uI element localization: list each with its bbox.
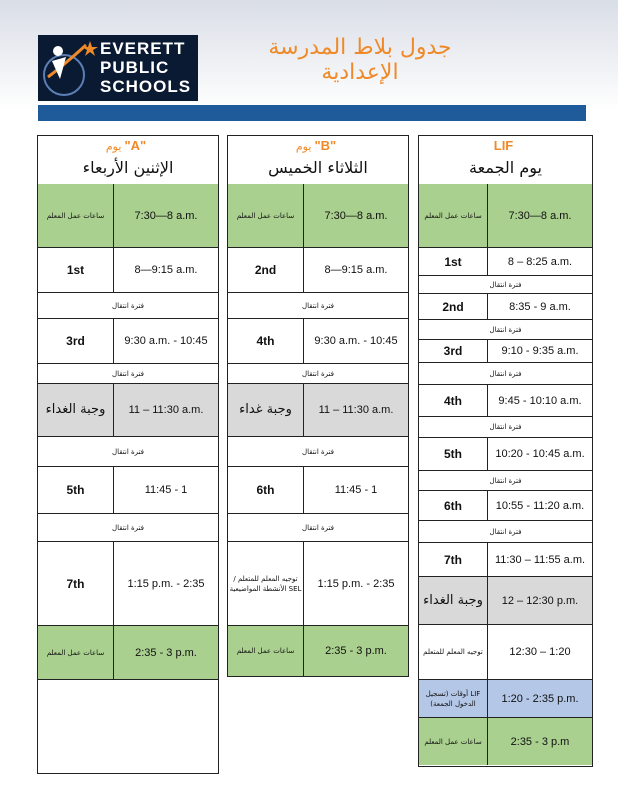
schedule-lif-table [418,135,593,767]
schedule-b-row-office-pm [228,626,408,676]
row-time: 2:35 - 3 p.m. [135,646,197,659]
row-time: 9:30 a.m. - 10:45 [314,335,398,347]
passing-period: فترة انتقال [228,293,408,319]
row-time: 7:30—8 a.m. [134,209,198,222]
row-label: 1st [38,248,114,292]
passing-period: فترة انتقال [419,276,592,294]
row-label: 2nd [228,248,304,292]
logo-line-3: SCHOOLS [100,77,192,96]
row-time: 8:35 - 9 a.m. [509,300,571,313]
row-time: 10:55 - 11:20 a.m. [495,499,585,512]
schedule-lif-row-6th [419,491,592,521]
row-label: 7th [419,543,488,576]
schedule-lif-row-7th [419,543,592,577]
schedule-b-row-4th [228,319,408,364]
schedule-lif-day-label [419,138,592,153]
row-label: توجيه المعلم للمتعلم [419,625,488,679]
schedule-b-row-advisory [228,542,408,626]
schedule-a-days: الإثنين الأربعاء [82,158,174,177]
row-label: ساعات عمل المعلم [419,184,488,247]
schedule-b-row-lunch [228,384,408,437]
row-label: ساعات عمل المعلم [38,184,114,247]
schedule-b-row-6th [228,467,408,514]
schedule-lif-row-5th [419,438,592,471]
row-label: 5th [419,438,488,470]
row-time: 8—9:15 a.m. [134,264,198,276]
schedule-a-row-office-am [38,184,218,248]
row-label: 2nd [419,294,488,319]
row-label: 3rd [419,340,488,362]
schedule-a-row-office-pm [38,626,218,680]
schedule-b-header [228,136,408,185]
row-time: 1:20 - 2:35 p.m. [501,692,579,705]
row-time: 1:15 p.m. - 2:35 [317,577,395,590]
row-time: 12 – 12:30 p.m. [501,594,579,607]
row-label: وجبة الغداء [419,577,488,624]
row-label: ساعات عمل المعلم [228,184,304,247]
logo-line-1: EVERETT [100,39,186,58]
schedule-b-row-2nd [228,248,408,293]
row-time: 11 – 11:30 a.m. [318,404,394,416]
school-logo [38,35,198,101]
schedule-b-day-big: "B" [314,138,337,153]
row-time: 12:30 – 1:20 [509,646,571,658]
passing-period: فترة انتقال [38,437,218,467]
passing-period: فترة انتقال [228,514,408,542]
row-label: 4th [419,385,488,416]
schedule-lif-row-2nd [419,294,592,320]
schedule-lif-day-big: LIF [493,138,514,153]
passing-period: فترة انتقال [38,364,218,384]
schedule-a-day-label [38,138,218,153]
passing-period: فترة انتقال [228,364,408,384]
passing-period: فترة انتقال [419,471,592,491]
schedule-lif-row-office-pm [419,718,592,765]
row-time: 7:30—8 a.m. [508,209,572,222]
passing-period: فترة انتقال [419,521,592,543]
document-title: جدول بلاط المدرسة الإعدادية [268,35,452,85]
row-label: 4th [228,319,304,363]
schedule-a-header [38,136,218,185]
row-time: 7:30—8 a.m. [324,209,388,222]
schedule-a-row-7th [38,542,218,626]
schedule-lif-row-office-am [419,184,592,248]
schedule-b-row-office-am [228,184,408,248]
row-label: وجبة غداء [228,384,304,436]
passing-period: فترة انتقال [38,514,218,542]
schedule-lif-row-advisory [419,625,592,680]
row-time: 10:20 - 10:45 a.m. [495,448,585,460]
schedule-lif-row-lif-checkin [419,680,592,718]
schedule-a-day-small: يوم [105,141,122,153]
row-time: 9:10 - 9:35 a.m. [501,345,579,357]
schedule-a-table [37,135,219,774]
logo-emblem-icon [38,35,98,101]
schedule-a-row-lunch [38,384,218,437]
row-label: 3rd [38,319,114,363]
schedule-b-day-label [228,138,408,153]
row-time: 11:45 - 1 [144,484,188,496]
schedule-lif-days: يوم الجمعة [469,158,542,177]
row-label: 7th [38,542,114,625]
schedule-lif-row-4th [419,385,592,417]
passing-period: فترة انتقال [228,437,408,467]
row-time: 11:45 - 1 [334,484,378,496]
passing-period: فترة انتقال [419,363,592,385]
row-label: 5th [38,467,114,513]
schedule-lif-row-3rd [419,340,592,363]
row-time: 9:45 - 10:10 a.m. [498,394,582,407]
schedule-a-row-3rd [38,319,218,364]
row-label: وجبة الغداء [38,384,114,436]
row-time: 11:30 – 11:55 a.m. [494,553,586,566]
passing-period: فترة انتقال [419,417,592,438]
passing-period: فترة انتقال [38,293,218,319]
row-time: 9:30 a.m. - 10:45 [124,335,208,347]
row-label: ساعات عمل المعلم [38,626,114,679]
schedule-lif-header [419,136,592,185]
row-label: 6th [419,491,488,520]
row-label: توجيه المعلم للمتعلم / SEL الأنشطة المواضيعية [228,542,304,625]
schedule-a-row-1st [38,248,218,293]
schedule-b-day-small: يوم [295,141,312,153]
logo-line-2: PUBLIC [100,58,170,77]
row-label: 1st [419,248,488,275]
row-label: 6th [228,467,304,513]
row-time: 2:35 - 3 p.m [510,735,570,748]
row-time: 8—9:15 a.m. [324,264,388,276]
schedule-a-day-big: "A" [124,138,147,153]
schedule-b-table [227,135,409,677]
row-label: LIF أوقات (تسجيل الدخول الجمعة) [419,680,488,717]
row-time: 8 – 8:25 a.m. [507,255,573,268]
row-time: 1:15 p.m. - 2:35 [127,577,205,590]
row-label: ساعات عمل المعلم [419,718,488,765]
header-divider-bar [38,105,586,121]
schedule-lif-row-1st [419,248,592,276]
passing-period: فترة انتقال [419,320,592,340]
schedule-a-row-5th [38,467,218,514]
schedule-b-days: الثلاثاء الخميس [268,158,368,177]
schedule-lif-row-lunch [419,577,592,625]
row-label: ساعات عمل المعلم [228,626,304,676]
row-time: 11 – 11:30 a.m. [128,404,204,416]
row-time: 2:35 - 3 p.m. [325,645,387,657]
